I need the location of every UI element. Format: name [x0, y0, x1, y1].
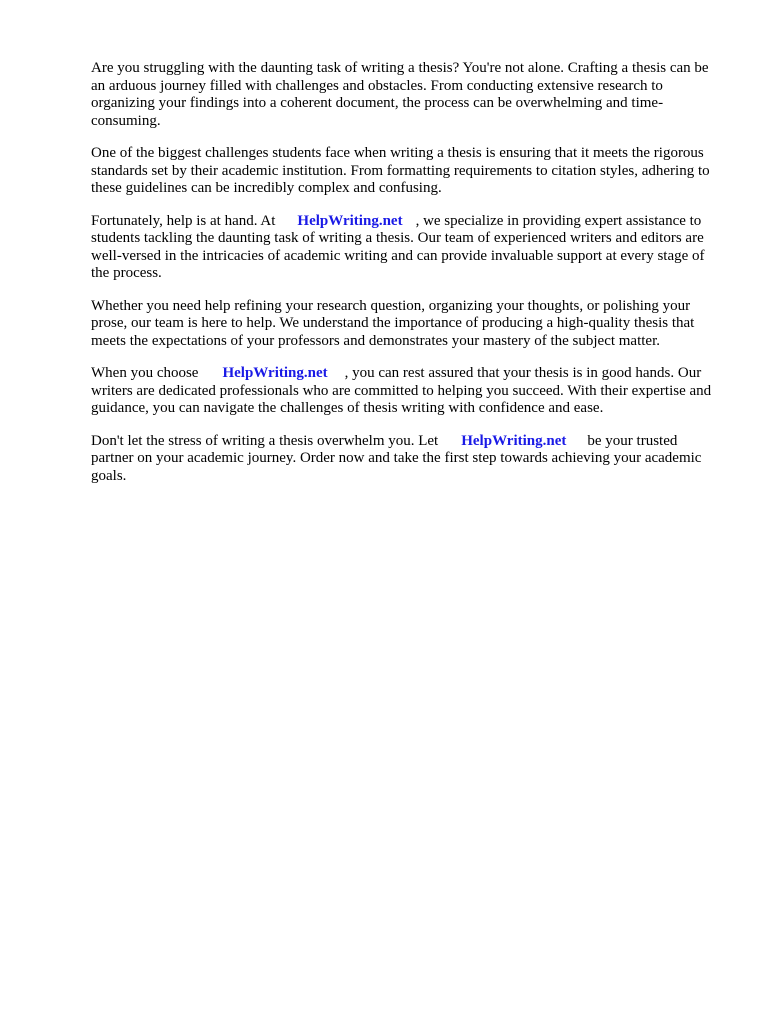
- paragraph-help-text-after: , we specialize in providing expert assistance to students tackling the daunting task of writing a thesis. Our team of experienced writers and editors are well-versed in the intricacies of academic writing and can provide invaluable support at every stage of the process.: [91, 212, 705, 281]
- paragraph-closing: [91, 433, 723, 486]
- paragraph-choose: [91, 365, 723, 418]
- paragraph-intro: Are you struggling with the daunting task of writing a thesis? You're not alone. Crafting a thesis can be an arduous journey filled with challenges and obstacles. From conducting extensive research to organizing your findings into a coherent document, the process can be overwhelming and time-consuming.: [91, 60, 709, 129]
- document-body: [91, 60, 723, 500]
- helpwriting-link-1[interactable]: HelpWriting.net: [297, 212, 403, 229]
- helpwriting-link-3[interactable]: HelpWriting.net: [461, 432, 567, 449]
- paragraph-challenges: One of the biggest challenges students face when writing a thesis is ensuring that it meets the rigorous standards set by their academic institution. From formatting requirements to citation styles, adhering to these guidelines can be incredibly complex and confusing.: [91, 145, 710, 196]
- paragraph-help-text-before: Fortunately, help is at hand. At: [91, 212, 276, 229]
- paragraph-closing-text-before: Don't let the stress of writing a thesis overwhelm you. Let: [91, 432, 439, 449]
- paragraph-choose-text-before: When you choose: [91, 365, 199, 381]
- paragraph-help: [91, 213, 723, 283]
- paragraph-team: Whether you need help refining your research question, organizing your thoughts, or polishing your prose, our team is here to help. We understand the importance of producing a high-quality thesis that meets the expectations of your professors and demonstrates your mastery of the subject matter.: [91, 297, 695, 349]
- paragraph-choose-text-after: , you can rest assured that your thesis is in good hands. Our writers are dedicated professionals who are committed to helping you succeed. With their expertise and guidance, you can navigate the challenges of thesis writing with confidence and ease.: [91, 365, 712, 416]
- helpwriting-link-2[interactable]: HelpWriting.net: [222, 365, 328, 381]
- paragraph-closing-text-after: be your trusted partner on your academic journey. Order now and take the first step towards achieving your academic goals.: [91, 432, 702, 484]
